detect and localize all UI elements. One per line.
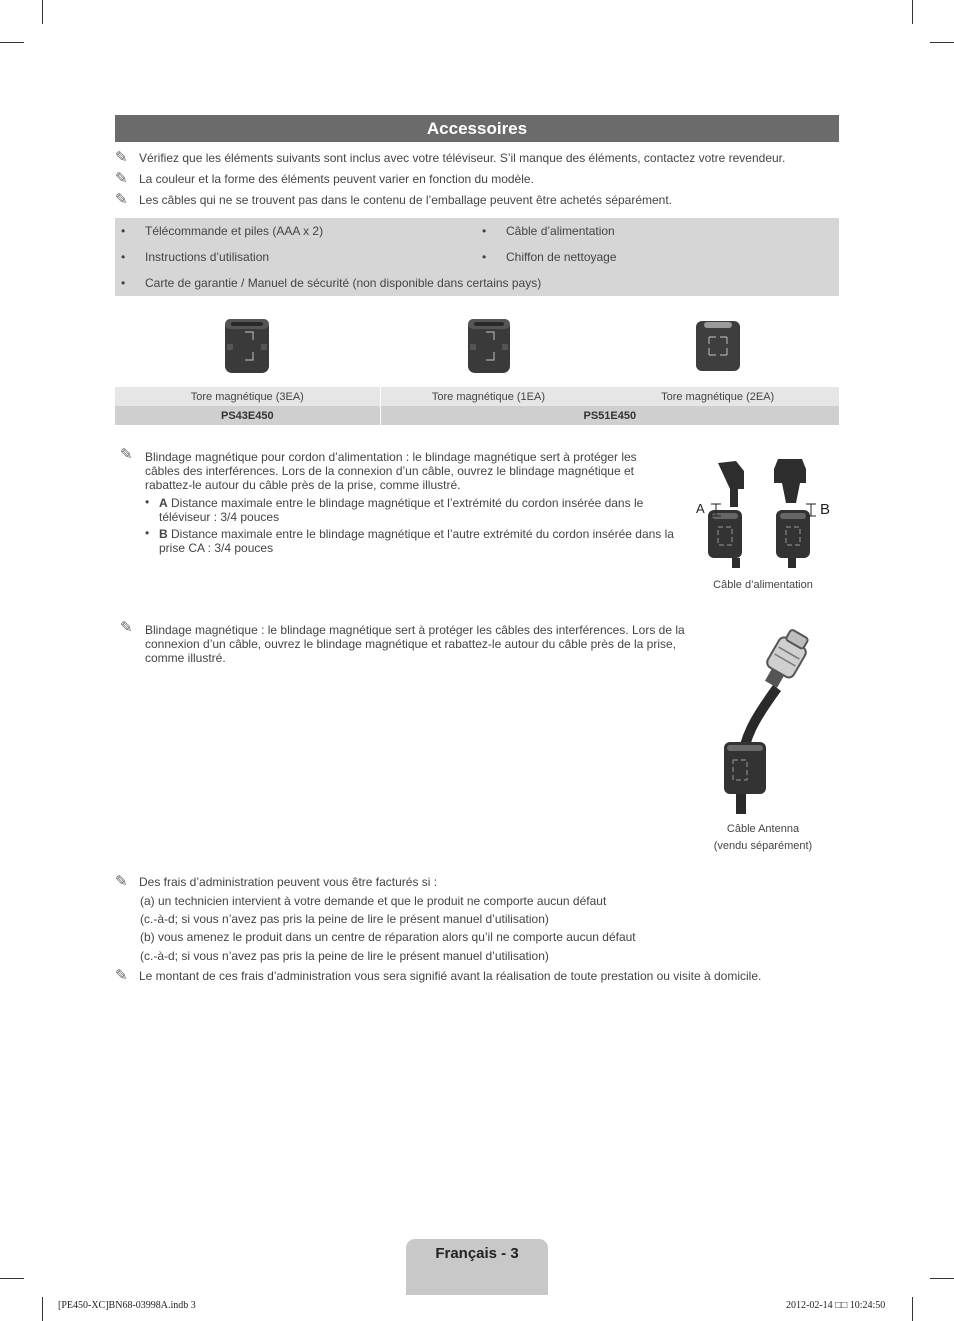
ferrite-core-icon bbox=[223, 316, 271, 376]
list-item: • Télécommande et piles (AAA x 2) bbox=[121, 224, 324, 238]
admin-line: (b) vous amenez le produit dans un centre de réparation alors qu’il ne comporte aucun défaut bbox=[140, 930, 636, 944]
pencil-note-icon: ✎ bbox=[115, 967, 128, 984]
ferrite-core-icon bbox=[694, 319, 742, 373]
note-text: Vérifiez que les éléments suivants sont inclus avec votre téléviseur. S’il manque des éléments, contactez votre revendeur. bbox=[139, 151, 786, 165]
pencil-note-icon: ✎ bbox=[115, 873, 128, 890]
power-cord-caption: Câble d’alimentation bbox=[713, 579, 813, 591]
pencil-note-icon: ✎ bbox=[120, 619, 133, 636]
note-text: La couleur et la forme des éléments peuvent varier en fonction du modèle. bbox=[139, 172, 534, 186]
admin-intro bbox=[115, 875, 437, 889]
admin-line: (a) un technicien intervient à votre demande et que le produit ne comporte aucun défaut bbox=[140, 894, 607, 908]
table-cell: Tore magnétique (1EA) bbox=[380, 387, 596, 406]
admin-line: (c.-à-d; si vous n’avez pas pris la peine de lire le présent manuel d’utilisation) bbox=[140, 912, 549, 926]
list-item: • Carte de garantie / Manuel de sécurité (non disponible dans certains pays) bbox=[121, 276, 542, 290]
list-item: • Chiffon de nettoyage bbox=[482, 250, 617, 264]
antenna-caption bbox=[690, 821, 836, 855]
pencil-note-icon: ✎ bbox=[115, 170, 128, 187]
crop-mark bbox=[930, 1278, 954, 1279]
power-note-text: Blindage magnétique pour cordon d’alimentation : le blindage magnétique sert à protéger les câbles des interférences. Lors de la connexion d’un câble, ouvrez le blindage magnétique et rabattez-le autour du câble près de la prise, comme illustré. bbox=[145, 450, 637, 492]
print-info-left: [PE450-XC]BN68-03998A.indb 3 bbox=[58, 1300, 196, 1311]
note-top-2 bbox=[115, 172, 534, 186]
table-cell: PS51E450 bbox=[380, 406, 839, 425]
antenna-caption-line1: Câble Antenna bbox=[726, 823, 800, 835]
antenna-note-text: Blindage magnétique : le blindage magnétique sert à protéger les câbles des interférences. Lors de la connexion d’un câble, ouvrez le blindage magnétique et rabattez-le autour du câble près de la prise, comme illustré. bbox=[145, 623, 685, 665]
list-item: • Câble d’alimentation bbox=[482, 224, 615, 238]
note-item-a: • A Distance maximale entre le blindage magnétique et l’extrémité du cordon insérée dans le téléviseur : 3/4 pouces bbox=[145, 495, 644, 524]
ferrite-core-icon bbox=[466, 316, 512, 376]
crop-mark bbox=[912, 0, 913, 24]
table-cell: Tore magnétique (2EA) bbox=[596, 387, 839, 406]
cores-table bbox=[115, 387, 839, 425]
antenna-cable-illustration bbox=[715, 628, 815, 816]
crop-mark bbox=[0, 1278, 24, 1279]
note-item-b: • B Distance maximale entre le blindage magnétique et l’autre extrémité du cordon insérée dans la prise CA : 3/4 pouces bbox=[145, 526, 674, 555]
page-title: Accessoires bbox=[115, 115, 839, 142]
crop-mark bbox=[0, 42, 24, 43]
bullet: • bbox=[145, 495, 150, 509]
label-b: B bbox=[820, 501, 831, 518]
note-text: Les câbles qui ne se trouvent pas dans le contenu de l’emballage peuvent être achetés séparément. bbox=[139, 193, 673, 207]
note-top-3 bbox=[115, 193, 672, 207]
pencil-note-icon: ✎ bbox=[115, 191, 128, 208]
table-cell: Tore magnétique (3EA) bbox=[115, 387, 380, 406]
page-number: Français - 3 bbox=[435, 1245, 519, 1262]
crop-mark bbox=[42, 1297, 43, 1321]
note-text: Le montant de ces frais d’administration vous sera signifié avant la réalisation de toute prestation ou visite à domicile. bbox=[139, 969, 762, 983]
pencil-note-icon: ✎ bbox=[115, 149, 128, 166]
admin-line: (c.-à-d; si vous n’avez pas pris la peine de lire le présent manuel d’utilisation) bbox=[140, 949, 549, 963]
bullet: • bbox=[145, 526, 150, 540]
crop-mark bbox=[930, 42, 954, 43]
crop-mark bbox=[42, 0, 43, 24]
antenna-caption-line2: (vendu séparément) bbox=[713, 840, 813, 852]
admin-final bbox=[115, 969, 761, 983]
power-cord-illustration bbox=[690, 455, 840, 570]
crop-mark bbox=[912, 1297, 913, 1321]
pencil-note-icon: ✎ bbox=[120, 446, 133, 463]
note-top-1 bbox=[115, 151, 785, 165]
print-info-right: 2012-02-14 □□ 10:24:50 bbox=[786, 1300, 886, 1311]
page-number-tab bbox=[406, 1239, 548, 1295]
note-text: Des frais d’administration peuvent vous être facturés si : bbox=[139, 875, 438, 889]
contents-box bbox=[115, 218, 839, 296]
list-item: • Instructions d’utilisation bbox=[121, 250, 270, 264]
label-a: A bbox=[696, 501, 705, 516]
table-cell: PS43E450 bbox=[115, 406, 380, 425]
